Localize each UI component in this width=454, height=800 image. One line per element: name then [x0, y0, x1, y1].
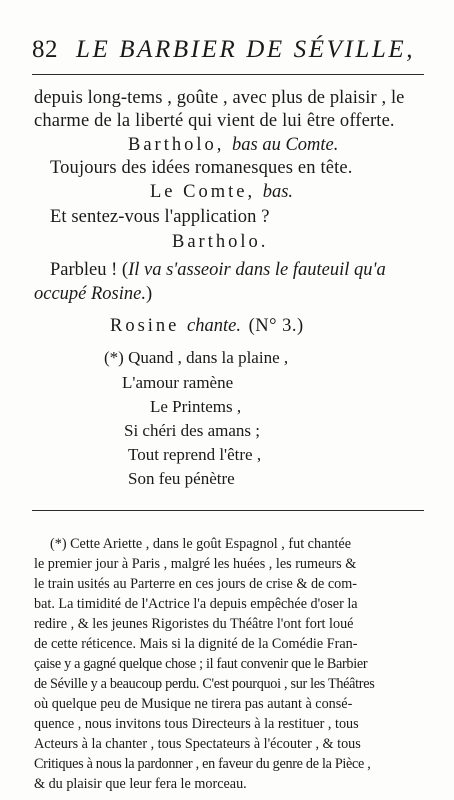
- song-line: Le Printems ,: [150, 397, 242, 416]
- page-number: 82: [32, 36, 58, 63]
- text-line-3: Toujours des idées romanesques en tête.: [50, 158, 353, 178]
- speaker-name: Rosine: [110, 316, 180, 336]
- speaker-direction-2: [150, 180, 293, 204]
- text-segment: ): [146, 284, 153, 304]
- footnote-line: de cette réticence. Mais si la dignité de la Comédie Fran-: [34, 636, 358, 652]
- footnote-line: çaise y a gagné quelque chose ; il faut convenir que le Barbier: [34, 656, 368, 672]
- text-line-4: Et sentez-vous l'application ?: [50, 207, 270, 227]
- footnote-line: bat. La timidité de l'Actrice l'a depuis empêchée d'oser la: [34, 596, 358, 612]
- running-title: LE BARBIER DE SÉVILLE,: [76, 36, 416, 63]
- text-line-1: depuis long-tems , goûte , avec plus de plaisir , le: [34, 88, 405, 108]
- speaker-direction-4: [110, 314, 304, 338]
- italic-stage-direction: Il va s'asseoir dans le fauteuil qu'a: [128, 260, 386, 280]
- footnote-line: le premier jour à Paris , malgré les huées , les rumeurs &: [34, 556, 357, 572]
- speaker-direction-3: [172, 230, 268, 254]
- footnote-line: Critiques à nous la pardonner , en faveur du genre de la Pièce ,: [34, 756, 371, 772]
- stage-direction: bas au Comte.: [232, 135, 339, 155]
- text-line-2: charme de la liberté qui vient de lui être offerte.: [34, 111, 395, 131]
- italic-stage-direction: occupé Rosine.: [34, 284, 146, 304]
- footnote-divider: [32, 510, 424, 511]
- stage-direction: bas.: [262, 182, 294, 202]
- footnote-line: & du plaisir que leur fera le morceau.: [34, 776, 247, 792]
- text-line-6: [34, 282, 152, 306]
- footnote-line: où quelque peu de Musique ne tirera pas autant à consé-: [34, 696, 353, 712]
- song-line: (*) Quand , dans la plaine ,: [104, 348, 289, 367]
- song-line: L'amour ramène: [122, 373, 234, 392]
- page-header: [32, 34, 424, 66]
- speaker-name: Bartholo.: [172, 232, 269, 252]
- stage-direction: chante.: [187, 316, 241, 336]
- footnote-line: redire , & les jeunes Rigoristes du Théâtre l'ont fort loué: [34, 616, 354, 632]
- song-line: Si chéri des amans ;: [124, 421, 260, 440]
- footnote-line: le train usités au Parterre en ces jours de crise & de com-: [34, 576, 358, 592]
- footnote-line: (*) Cette Ariette , dans le goût Espagnol , fut chantée: [50, 536, 351, 552]
- footnote-line: quence , nous invitons tous Directeurs à la restituer , tous: [34, 716, 359, 732]
- song-line: Tout reprend l'être ,: [128, 445, 262, 464]
- speaker-name: Le Comte,: [150, 182, 256, 202]
- speaker-name: Bartholo,: [128, 135, 225, 155]
- text-line-5: [50, 258, 386, 282]
- header-divider: [32, 74, 424, 75]
- footnote-line: de Séville y a beaucoup perdu. C'est pourquoi , sur les Théâtres: [34, 676, 375, 692]
- text-segment: Parbleu ! (: [50, 260, 129, 280]
- footnote-line: Acteurs à la chanter , tous Spectateurs à l'écouter , & tous: [34, 736, 361, 752]
- song-number: (N° 3.): [248, 316, 304, 336]
- speaker-direction-1: [128, 133, 338, 157]
- song-line: Son feu pénètre: [128, 469, 235, 488]
